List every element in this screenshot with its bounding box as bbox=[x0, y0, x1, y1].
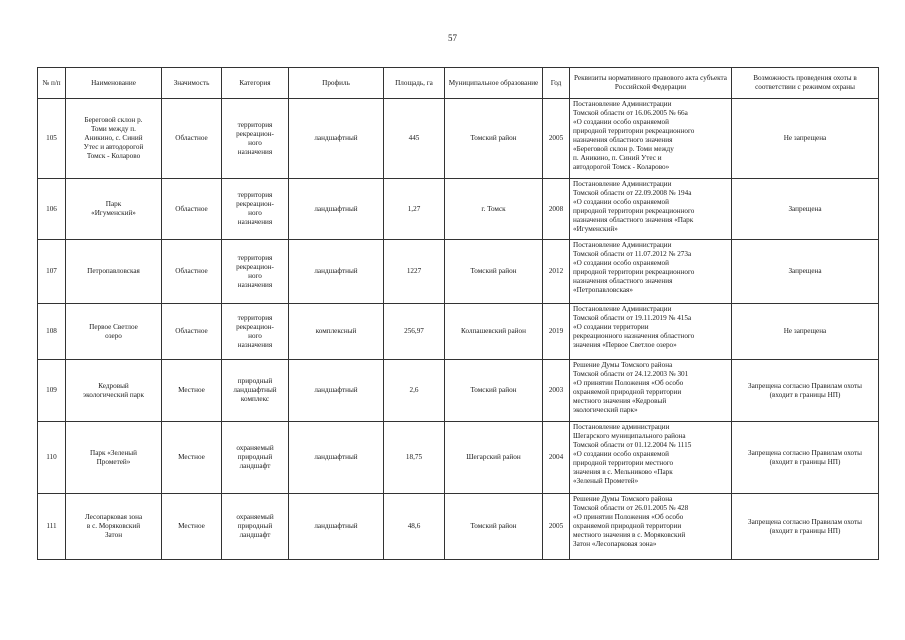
cell-line: «Береговой склон р. Томи между bbox=[573, 145, 674, 153]
cell-line: территория bbox=[237, 253, 273, 262]
cell-line: Утес и автодорогой bbox=[83, 143, 144, 151]
cell-significance: Областное bbox=[162, 240, 222, 304]
table-row bbox=[38, 494, 879, 560]
cell-year: 2019 bbox=[543, 304, 570, 360]
cell-act bbox=[570, 494, 732, 560]
page-number: 57 bbox=[448, 33, 457, 43]
cell-area: 18,75 bbox=[384, 422, 445, 494]
cell-year: 2003 bbox=[543, 360, 570, 422]
table-header-row bbox=[38, 68, 879, 99]
cell-line: Лесопарковая зона bbox=[84, 513, 143, 521]
cell-line: ного bbox=[248, 138, 262, 147]
cell-line: Прометей» bbox=[96, 457, 131, 466]
header-hunting: Возможность проведения охоты в соответствии с режимом охраны bbox=[732, 68, 879, 99]
cell-line: экологический парк bbox=[83, 390, 144, 399]
header-num: № п/п bbox=[38, 68, 66, 99]
cell-significance: Местное bbox=[162, 360, 222, 422]
cell-category bbox=[222, 360, 289, 422]
cell-line: природной территории рекреационного bbox=[573, 268, 695, 276]
protected-areas-table bbox=[37, 67, 879, 560]
cell-line: Решение Думы Томского района bbox=[573, 495, 673, 503]
cell-line: «О создании особо охраняемой bbox=[573, 259, 669, 267]
cell-year: 2005 bbox=[543, 99, 570, 179]
cell-line: Парк «Зеленый bbox=[90, 448, 137, 457]
table-row bbox=[38, 240, 879, 304]
cell-category bbox=[222, 494, 289, 560]
cell-act bbox=[570, 360, 732, 422]
cell-line: природной территории рекреационного bbox=[573, 207, 695, 215]
cell-line: «О создании особо охраняемой bbox=[573, 118, 669, 126]
cell-line: Томи между п. bbox=[91, 125, 136, 133]
cell-hunting bbox=[732, 99, 879, 179]
cell-year: 2008 bbox=[543, 179, 570, 240]
cell-line: Томской области от 19.11.2019 № 415а bbox=[573, 314, 692, 322]
cell-line: ного bbox=[248, 209, 262, 217]
cell-line: Запрещена bbox=[788, 267, 822, 275]
table-row bbox=[38, 179, 879, 240]
cell-line: Запрещена bbox=[788, 204, 822, 213]
cell-line: автодорогой Томск - Коларово» bbox=[573, 163, 670, 171]
cell-profile: ландшафтный bbox=[289, 422, 384, 494]
cell-line: «О принятии Положения «Об особо bbox=[573, 513, 684, 521]
cell-line: комплекс bbox=[240, 395, 270, 403]
cell-line: назначения bbox=[237, 218, 273, 226]
cell-line: (входит в границы НП) bbox=[769, 390, 841, 399]
cell-line: «О создании особо охраняемой bbox=[573, 198, 669, 206]
cell-line: Не запрещена bbox=[783, 134, 827, 142]
cell-line: природный bbox=[237, 377, 273, 385]
cell-area: 1227 bbox=[384, 240, 445, 304]
cell-line: назначения областного значения bbox=[573, 136, 673, 144]
cell-line: назначения областного значения bbox=[573, 277, 673, 285]
cell-act bbox=[570, 99, 732, 179]
cell-line: назначения bbox=[237, 280, 273, 289]
cell-line: охраняемый bbox=[236, 444, 274, 452]
cell-line: Томской области от 22.09.2008 № 194а bbox=[573, 189, 692, 197]
cell-line: Запрещена согласно Правилам охоты bbox=[748, 448, 862, 457]
cell-num: 107 bbox=[38, 240, 66, 304]
cell-municipality: Томский район bbox=[445, 240, 543, 304]
cell-category bbox=[222, 304, 289, 360]
cell-line: «О создании особо охраняемой bbox=[573, 450, 669, 458]
cell-num: 109 bbox=[38, 360, 66, 422]
cell-line: ного bbox=[248, 271, 262, 280]
cell-line: Решение Думы Томского района bbox=[573, 361, 673, 369]
cell-line: Постановление Администрации bbox=[573, 100, 672, 108]
cell-line: Кедровый bbox=[98, 381, 129, 390]
cell-name bbox=[66, 360, 162, 422]
cell-line: значения «Первое Светлое озеро» bbox=[573, 341, 677, 349]
cell-name bbox=[66, 304, 162, 360]
table-row bbox=[38, 360, 879, 422]
cell-year: 2005 bbox=[543, 494, 570, 560]
cell-profile: комплексный bbox=[289, 304, 384, 360]
cell-num: 108 bbox=[38, 304, 66, 360]
cell-significance: Местное bbox=[162, 494, 222, 560]
cell-line: ландшафт bbox=[239, 462, 271, 470]
cell-line: ландшафтный bbox=[233, 386, 277, 394]
cell-line: «Петропавловская» bbox=[573, 286, 633, 294]
header-municipality: Муниципальное образование bbox=[445, 68, 543, 99]
cell-profile: ландшафтный bbox=[289, 99, 384, 179]
cell-name bbox=[66, 99, 162, 179]
cell-name bbox=[66, 422, 162, 494]
cell-line: территория bbox=[237, 120, 273, 129]
cell-num: 110 bbox=[38, 422, 66, 494]
cell-line: «Зеленый Прометей» bbox=[573, 477, 639, 485]
cell-category bbox=[222, 99, 289, 179]
cell-line: значения в с. Мельниково «Парк bbox=[573, 468, 673, 476]
cell-municipality: Томский район bbox=[445, 99, 543, 179]
cell-line: территория bbox=[237, 313, 273, 322]
cell-profile: ландшафтный bbox=[289, 494, 384, 560]
cell-hunting bbox=[732, 240, 879, 304]
table-body bbox=[38, 99, 879, 560]
header-act: Реквизиты нормативного правового акта субъекта Российской Федерации bbox=[570, 68, 732, 99]
cell-municipality: г. Томск bbox=[445, 179, 543, 240]
cell-area: 48,6 bbox=[384, 494, 445, 560]
cell-line: рекреацион- bbox=[236, 129, 274, 138]
cell-num: 105 bbox=[38, 99, 66, 179]
header-area: Площадь, га bbox=[384, 68, 445, 99]
cell-line: п. Аникино, п. Синий Утес и bbox=[573, 154, 662, 162]
cell-line: Томской области от 26.01.2005 № 428 bbox=[573, 504, 689, 512]
cell-line: Постановление администрации bbox=[573, 423, 670, 431]
cell-line: охраняемый bbox=[236, 513, 274, 521]
cell-line: Томской области от 11.07.2012 № 273а bbox=[573, 250, 692, 258]
cell-significance: Областное bbox=[162, 304, 222, 360]
cell-line: Первое Светлое bbox=[89, 322, 138, 331]
cell-line: охраняемой природной территории bbox=[573, 388, 682, 396]
cell-significance: Областное bbox=[162, 99, 222, 179]
cell-area: 256,97 bbox=[384, 304, 445, 360]
cell-significance: Местное bbox=[162, 422, 222, 494]
cell-area: 2,6 bbox=[384, 360, 445, 422]
cell-line: назначения bbox=[237, 147, 273, 156]
cell-area: 445 bbox=[384, 99, 445, 179]
cell-line: природной территории рекреационного bbox=[573, 127, 695, 135]
table-row bbox=[38, 304, 879, 360]
cell-name bbox=[66, 494, 162, 560]
table-row bbox=[38, 422, 879, 494]
cell-line: «О принятии Положения «Об особо bbox=[573, 379, 684, 387]
cell-num: 111 bbox=[38, 494, 66, 560]
cell-profile: ландшафтный bbox=[289, 240, 384, 304]
cell-line: в с. Моряковский bbox=[86, 522, 141, 530]
cell-municipality: Шегарский район bbox=[445, 422, 543, 494]
cell-municipality: Томский район bbox=[445, 360, 543, 422]
table-row bbox=[38, 99, 879, 179]
cell-line: (входит в границы НП) bbox=[769, 526, 841, 535]
cell-significance: Областное bbox=[162, 179, 222, 240]
cell-hunting bbox=[732, 422, 879, 494]
cell-name bbox=[66, 179, 162, 240]
header-profile: Профиль bbox=[289, 68, 384, 99]
cell-line: Постановление Администрации bbox=[573, 180, 672, 188]
cell-line: природный bbox=[237, 453, 273, 461]
cell-hunting bbox=[732, 304, 879, 360]
cell-line: местного значения «Кедровый bbox=[573, 397, 667, 405]
cell-line: Запрещена согласно Правилам охоты bbox=[748, 381, 862, 390]
cell-profile: ландшафтный bbox=[289, 179, 384, 240]
cell-line: назначения bbox=[237, 340, 273, 349]
cell-line: территория bbox=[237, 191, 273, 199]
cell-line: Петропавловская bbox=[87, 267, 140, 275]
cell-line: ного bbox=[248, 331, 262, 340]
cell-municipality: Томский район bbox=[445, 494, 543, 560]
cell-line: экологический парк» bbox=[573, 406, 638, 414]
cell-line: Шегарского муниципального района bbox=[573, 432, 686, 440]
cell-line: Затон bbox=[104, 531, 123, 539]
cell-line: рекреацион- bbox=[236, 200, 274, 208]
cell-category bbox=[222, 179, 289, 240]
cell-line: Запрещена согласно Правилам охоты bbox=[748, 517, 862, 526]
cell-line: Томск - Коларово bbox=[86, 152, 141, 160]
cell-line: ландшафт bbox=[239, 531, 271, 539]
cell-line: рекреационного назначения областного bbox=[573, 332, 695, 340]
cell-line: Томской области от 16.06.2005 № 66а bbox=[573, 109, 688, 117]
cell-line: «Игуменский» bbox=[573, 225, 618, 233]
cell-line: «Игуменский» bbox=[91, 209, 136, 217]
cell-year: 2012 bbox=[543, 240, 570, 304]
cell-line: рекреацион- bbox=[236, 322, 274, 331]
cell-line: озеро bbox=[105, 331, 122, 340]
header-category: Категория bbox=[222, 68, 289, 99]
cell-profile: ландшафтный bbox=[289, 360, 384, 422]
cell-act bbox=[570, 179, 732, 240]
cell-hunting bbox=[732, 360, 879, 422]
cell-category bbox=[222, 422, 289, 494]
cell-line: назначения областного значения «Парк bbox=[573, 216, 694, 224]
cell-municipality: Колпашевский район bbox=[445, 304, 543, 360]
cell-line: Постановление Администрации bbox=[573, 305, 672, 313]
cell-category bbox=[222, 240, 289, 304]
cell-area: 1,27 bbox=[384, 179, 445, 240]
cell-act bbox=[570, 304, 732, 360]
header-name: Наименование bbox=[66, 68, 162, 99]
cell-hunting bbox=[732, 494, 879, 560]
cell-line: Томской области от 24.12.2003 № 301 bbox=[573, 370, 689, 378]
cell-year: 2004 bbox=[543, 422, 570, 494]
cell-line: рекреацион- bbox=[236, 262, 274, 271]
cell-line: охраняемой природной территории bbox=[573, 522, 682, 530]
cell-line: «О создании территории bbox=[573, 323, 649, 331]
cell-line: Аникино, с. Синий bbox=[84, 134, 143, 142]
cell-line: Постановление Администрации bbox=[573, 241, 672, 249]
header-significance: Значимость bbox=[162, 68, 222, 99]
cell-hunting bbox=[732, 179, 879, 240]
cell-line: Береговой склон р. bbox=[84, 116, 143, 124]
cell-line: природный bbox=[237, 522, 273, 530]
cell-line: (входит в границы НП) bbox=[769, 457, 841, 466]
cell-name bbox=[66, 240, 162, 304]
cell-line: Парк bbox=[105, 200, 122, 208]
cell-line: Затон «Лесопарковая зона» bbox=[573, 540, 657, 548]
cell-act bbox=[570, 240, 732, 304]
cell-line: Томской области от 01.12.2004 № 1115 bbox=[573, 441, 692, 449]
cell-line: природной территории местного bbox=[573, 459, 674, 467]
cell-act bbox=[570, 422, 732, 494]
header-year: Год bbox=[543, 68, 570, 99]
cell-line: Не запрещена bbox=[783, 327, 827, 335]
cell-num: 106 bbox=[38, 179, 66, 240]
cell-line: местного значения в с. Моряковский bbox=[573, 531, 686, 539]
